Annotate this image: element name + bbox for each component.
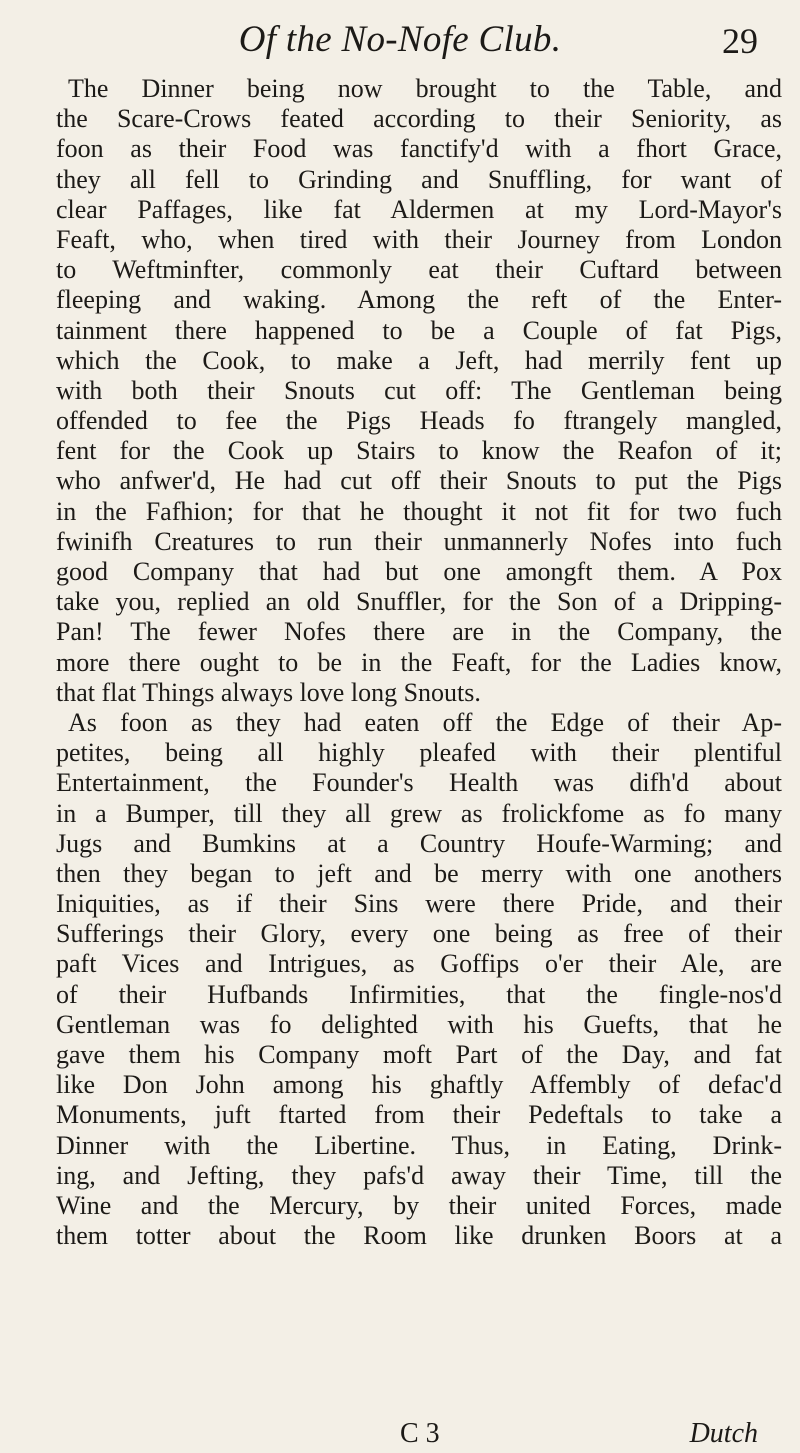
- text-line: gave them his Company moft Part of the Day, and fat: [56, 1040, 782, 1069]
- text-line: fwinifh Creatures to run their unmannerly Nofes into fuch: [56, 526, 782, 556]
- page-number: 29: [722, 21, 758, 61]
- text-line: Feaft, who, when tired with their Journey from London: [56, 224, 782, 254]
- text-line: Pan! The fewer Nofes there are in the Company, the: [56, 617, 782, 647]
- page-footer: [0, 1418, 800, 1450]
- text-line: like Don John among his ghaftly Affembly of defac'd: [56, 1070, 782, 1100]
- text-line: in the Fafhion; for that he thought it not fit for two fuch: [56, 496, 782, 526]
- text-line: that flat Things always love long Snouts.: [56, 677, 481, 707]
- text-line: of their Hufbands Infirmities, that the fingle-nos'd: [56, 979, 782, 1009]
- text-line: in a Bumper, till they all grew as frolickfome as fo many: [56, 798, 782, 828]
- text-line: Monuments, juft ftarted from their Pedeftals to take a: [56, 1100, 782, 1130]
- text-line: take you, replied an old Snuffler, for the Son of a Dripping-: [56, 587, 782, 617]
- body-text: [56, 74, 782, 1251]
- text-line: them totter about the Room like drunken Boors at a: [56, 1221, 782, 1251]
- text-line: The Dinner being now brought to the Table, and: [68, 74, 782, 103]
- text-line: paft Vices and Intrigues, as Goffips o'er their Ale, are: [56, 949, 782, 979]
- running-title: Of the No-Nofe Club.: [238, 19, 562, 60]
- text-line: fleeping and waking. Among the reft of the Enter-: [56, 285, 782, 315]
- text-line: tainment there happened to be a Couple of fat Pigs,: [56, 315, 782, 345]
- text-line: with both their Snouts cut off: The Gentleman being: [56, 375, 782, 405]
- text-line: petites, being all highly pleafed with their plentiful: [56, 738, 782, 768]
- text-line: Entertainment, the Founder's Health was difh'd about: [56, 768, 782, 798]
- page-header: [0, 12, 800, 64]
- text-line: Sufferings their Glory, every one being as free of their: [56, 919, 782, 949]
- text-line: clear Paffages, like fat Aldermen at my Lord-Mayor's: [56, 194, 782, 224]
- text-line: then they began to jeft and be merry with one anothers: [56, 858, 782, 888]
- text-line: Iniquities, as if their Sins were there Pride, and their: [56, 889, 782, 919]
- text-line: the Scare-Crows feated according to their Seniority, as: [56, 104, 782, 134]
- text-line: good Company that had but one amongft them. A Pox: [56, 557, 782, 586]
- text-line: offended to fee the Pigs Heads fo ftrangely mangled,: [56, 406, 782, 436]
- text-line: who anfwer'd, He had cut off their Snouts to put the Pigs: [56, 466, 782, 496]
- text-line: fent for the Cook up Stairs to know the Reafon of it;: [56, 436, 782, 466]
- text-line: As foon as they had eaten off the Edge of their Ap-: [68, 707, 782, 737]
- text-line: Dinner with the Libertine. Thus, in Eating, Drink-: [56, 1130, 782, 1160]
- text-line: to Weftminfter, commonly eat their Cuftard between: [56, 255, 782, 285]
- text-line: which the Cook, to make a Jeft, had merrily fent up: [56, 345, 782, 375]
- text-line: Jugs and Bumkins at a Country Houfe-Warming; and: [56, 828, 782, 858]
- signature-mark: C 3: [400, 1418, 440, 1449]
- text-line: they all fell to Grinding and Snuffling, for want of: [56, 164, 782, 194]
- catchword: Dutch: [689, 1418, 758, 1449]
- text-line: Gentleman was fo delighted with his Guefts, that he: [56, 1009, 782, 1039]
- text-line: foon as their Food was fanctify'd with a fhort Grace,: [56, 134, 782, 164]
- text-line: ing, and Jefting, they pafs'd away their Time, till the: [56, 1160, 782, 1190]
- text-line: more there ought to be in the Feaft, for the Ladies know,: [56, 647, 782, 677]
- text-line: Wine and the Mercury, by their united Forces, made: [56, 1190, 782, 1220]
